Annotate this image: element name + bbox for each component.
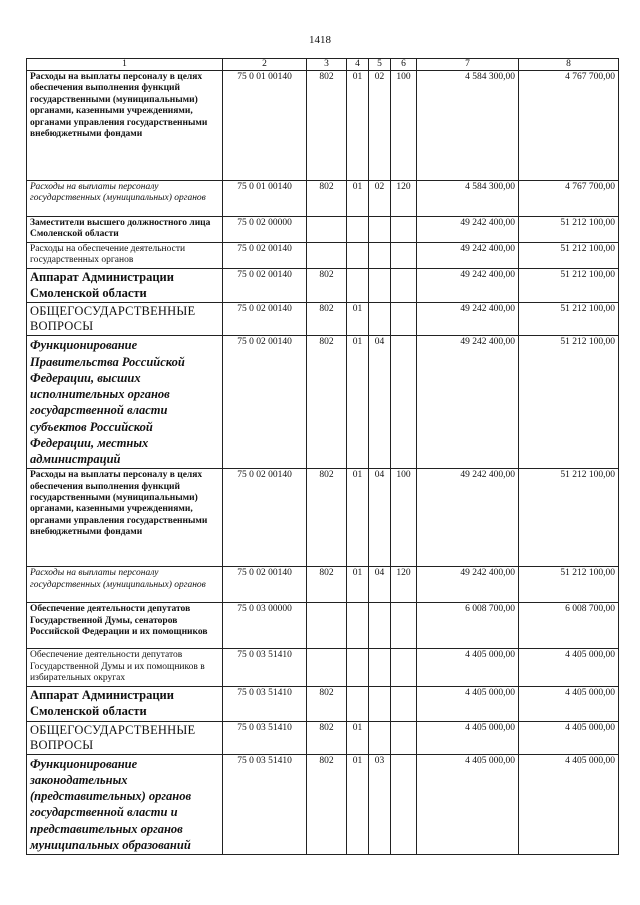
row-code-cell: 75 0 02 00140 (223, 567, 307, 603)
row-grbs-cell (307, 649, 347, 687)
row-expense-type-cell (391, 721, 417, 754)
row-section-cell: 01 (347, 71, 369, 181)
row-name-cell: Аппарат Администрации Смоленской области (27, 687, 223, 721)
row-name-cell: Обеспечение деятельности депутатов Государственной Думы и их помощников в избирательных округах (27, 649, 223, 687)
table-row (27, 71, 619, 181)
table-body (27, 71, 619, 855)
row-grbs-cell: 802 (307, 303, 347, 336)
row-section-cell: 01 (347, 469, 369, 567)
row-amount-year1-cell: 4 584 300,00 (417, 181, 519, 217)
row-grbs-cell: 802 (307, 754, 347, 855)
row-subsection-cell (369, 603, 391, 649)
row-name-cell: Аппарат Администрации Смоленской области (27, 269, 223, 303)
row-amount-year2-cell: 4 405 000,00 (519, 754, 619, 855)
row-code-cell: 75 0 02 00140 (223, 243, 307, 269)
row-subsection-cell: 04 (369, 469, 391, 567)
row-name-cell: Расходы на выплаты персоналу государственных (муниципальных) органов (27, 567, 223, 603)
row-expense-type-cell (391, 217, 417, 243)
header-cell: 5 (369, 59, 391, 71)
row-name-cell: Функционирование законодательных (представительных) органов государственной власти и представительных органов муниципальных образований (27, 754, 223, 855)
row-code-cell: 75 0 03 51410 (223, 721, 307, 754)
row-subsection-cell: 02 (369, 181, 391, 217)
row-name-cell: Расходы на выплаты персоналу государственных (муниципальных) органов (27, 181, 223, 217)
table-row (27, 754, 619, 855)
row-expense-type-cell (391, 603, 417, 649)
row-code-cell: 75 0 02 00000 (223, 217, 307, 243)
row-code-cell: 75 0 03 00000 (223, 603, 307, 649)
row-expense-type-cell: 100 (391, 469, 417, 567)
row-amount-year1-cell: 49 242 400,00 (417, 336, 519, 469)
row-section-cell: 01 (347, 336, 369, 469)
row-grbs-cell: 802 (307, 71, 347, 181)
table-row (27, 336, 619, 469)
row-expense-type-cell (391, 687, 417, 721)
row-grbs-cell: 802 (307, 721, 347, 754)
header-cell: 6 (391, 59, 417, 71)
header-cell: 4 (347, 59, 369, 71)
row-name-cell: ОБЩЕГОСУДАРСТВЕННЫЕ ВОПРОСЫ (27, 721, 223, 754)
row-amount-year2-cell: 6 008 700,00 (519, 603, 619, 649)
header-cell: 1 (27, 59, 223, 71)
table-row (27, 687, 619, 721)
row-amount-year1-cell: 49 242 400,00 (417, 269, 519, 303)
row-subsection-cell (369, 649, 391, 687)
row-grbs-cell: 802 (307, 687, 347, 721)
row-expense-type-cell (391, 269, 417, 303)
row-expense-type-cell (391, 754, 417, 855)
row-amount-year1-cell: 49 242 400,00 (417, 567, 519, 603)
row-section-cell: 01 (347, 181, 369, 217)
row-subsection-cell (369, 217, 391, 243)
row-subsection-cell (369, 721, 391, 754)
row-name-cell: Обеспечение деятельности депутатов Государственной Думы, сенаторов Российской Федерации и их помощников (27, 603, 223, 649)
row-amount-year2-cell: 51 212 100,00 (519, 469, 619, 567)
row-code-cell: 75 0 03 51410 (223, 754, 307, 855)
row-subsection-cell: 02 (369, 71, 391, 181)
table-row (27, 603, 619, 649)
row-amount-year2-cell: 4 405 000,00 (519, 687, 619, 721)
row-section-cell (347, 217, 369, 243)
row-name-cell: Заместители высшего должностного лица Смоленской области (27, 217, 223, 243)
row-subsection-cell (369, 243, 391, 269)
row-amount-year2-cell: 51 212 100,00 (519, 567, 619, 603)
row-grbs-cell: 802 (307, 269, 347, 303)
row-subsection-cell: 04 (369, 336, 391, 469)
row-grbs-cell (307, 217, 347, 243)
row-grbs-cell: 802 (307, 567, 347, 603)
header-cell: 2 (223, 59, 307, 71)
row-section-cell: 01 (347, 303, 369, 336)
row-section-cell: 01 (347, 567, 369, 603)
row-amount-year1-cell: 4 405 000,00 (417, 754, 519, 855)
row-expense-type-cell (391, 243, 417, 269)
row-section-cell (347, 269, 369, 303)
row-expense-type-cell (391, 336, 417, 469)
row-expense-type-cell (391, 303, 417, 336)
table-row (27, 243, 619, 269)
row-code-cell: 75 0 02 00140 (223, 336, 307, 469)
row-section-cell (347, 603, 369, 649)
row-amount-year2-cell: 4 767 700,00 (519, 71, 619, 181)
table-row (27, 181, 619, 217)
row-section-cell: 01 (347, 721, 369, 754)
budget-table (26, 58, 619, 855)
table-row (27, 217, 619, 243)
row-code-cell: 75 0 03 51410 (223, 687, 307, 721)
row-amount-year1-cell: 49 242 400,00 (417, 303, 519, 336)
row-amount-year1-cell: 4 405 000,00 (417, 649, 519, 687)
row-grbs-cell (307, 243, 347, 269)
row-subsection-cell (369, 687, 391, 721)
row-amount-year1-cell: 4 405 000,00 (417, 687, 519, 721)
table-row (27, 269, 619, 303)
row-subsection-cell (369, 269, 391, 303)
row-amount-year1-cell: 49 242 400,00 (417, 217, 519, 243)
row-amount-year1-cell: 49 242 400,00 (417, 243, 519, 269)
row-amount-year2-cell: 51 212 100,00 (519, 303, 619, 336)
table-row (27, 721, 619, 754)
row-code-cell: 75 0 03 51410 (223, 649, 307, 687)
table-row (27, 567, 619, 603)
row-grbs-cell: 802 (307, 336, 347, 469)
row-code-cell: 75 0 02 00140 (223, 469, 307, 567)
row-name-cell: Расходы на выплаты персоналу в целях обеспечения выполнения функций государственными (муниципальными) органами, казенными учреждениями, органами управления государственными внебюджетными фондами (27, 71, 223, 181)
row-expense-type-cell: 120 (391, 181, 417, 217)
row-expense-type-cell (391, 649, 417, 687)
header-cell: 7 (417, 59, 519, 71)
row-expense-type-cell: 120 (391, 567, 417, 603)
row-amount-year1-cell: 49 242 400,00 (417, 469, 519, 567)
table-row (27, 469, 619, 567)
row-section-cell (347, 243, 369, 269)
row-amount-year1-cell: 4 405 000,00 (417, 721, 519, 754)
row-code-cell: 75 0 01 00140 (223, 71, 307, 181)
row-grbs-cell: 802 (307, 469, 347, 567)
row-code-cell: 75 0 01 00140 (223, 181, 307, 217)
row-subsection-cell (369, 303, 391, 336)
header-cell: 8 (519, 59, 619, 71)
row-section-cell (347, 649, 369, 687)
row-code-cell: 75 0 02 00140 (223, 269, 307, 303)
row-name-cell: Расходы на выплаты персоналу в целях обеспечения выполнения функций государственными (муниципальными) органами, казенными учреждениями, органами управления государственными внебюджетными фондами (27, 469, 223, 567)
row-code-cell: 75 0 02 00140 (223, 303, 307, 336)
header-row (27, 59, 619, 71)
row-amount-year2-cell: 51 212 100,00 (519, 217, 619, 243)
row-section-cell: 01 (347, 754, 369, 855)
row-name-cell: Функционирование Правительства Российской Федерации, высших исполнительных органов государственной власти субъектов Российской Федерации, местных администраций (27, 336, 223, 469)
row-amount-year2-cell: 4 405 000,00 (519, 721, 619, 754)
row-grbs-cell (307, 603, 347, 649)
row-section-cell (347, 687, 369, 721)
row-amount-year2-cell: 51 212 100,00 (519, 336, 619, 469)
row-amount-year2-cell: 51 212 100,00 (519, 269, 619, 303)
table-row (27, 303, 619, 336)
row-amount-year2-cell: 51 212 100,00 (519, 243, 619, 269)
header-cell: 3 (307, 59, 347, 71)
row-expense-type-cell: 100 (391, 71, 417, 181)
row-name-cell: ОБЩЕГОСУДАРСТВЕННЫЕ ВОПРОСЫ (27, 303, 223, 336)
row-subsection-cell: 03 (369, 754, 391, 855)
table-row (27, 649, 619, 687)
page-number: 1418 (309, 34, 331, 46)
row-amount-year2-cell: 4 767 700,00 (519, 181, 619, 217)
row-amount-year2-cell: 4 405 000,00 (519, 649, 619, 687)
row-name-cell: Расходы на обеспечение деятельности государственных органов (27, 243, 223, 269)
row-amount-year1-cell: 4 584 300,00 (417, 71, 519, 181)
row-grbs-cell: 802 (307, 181, 347, 217)
row-subsection-cell: 04 (369, 567, 391, 603)
row-amount-year1-cell: 6 008 700,00 (417, 603, 519, 649)
